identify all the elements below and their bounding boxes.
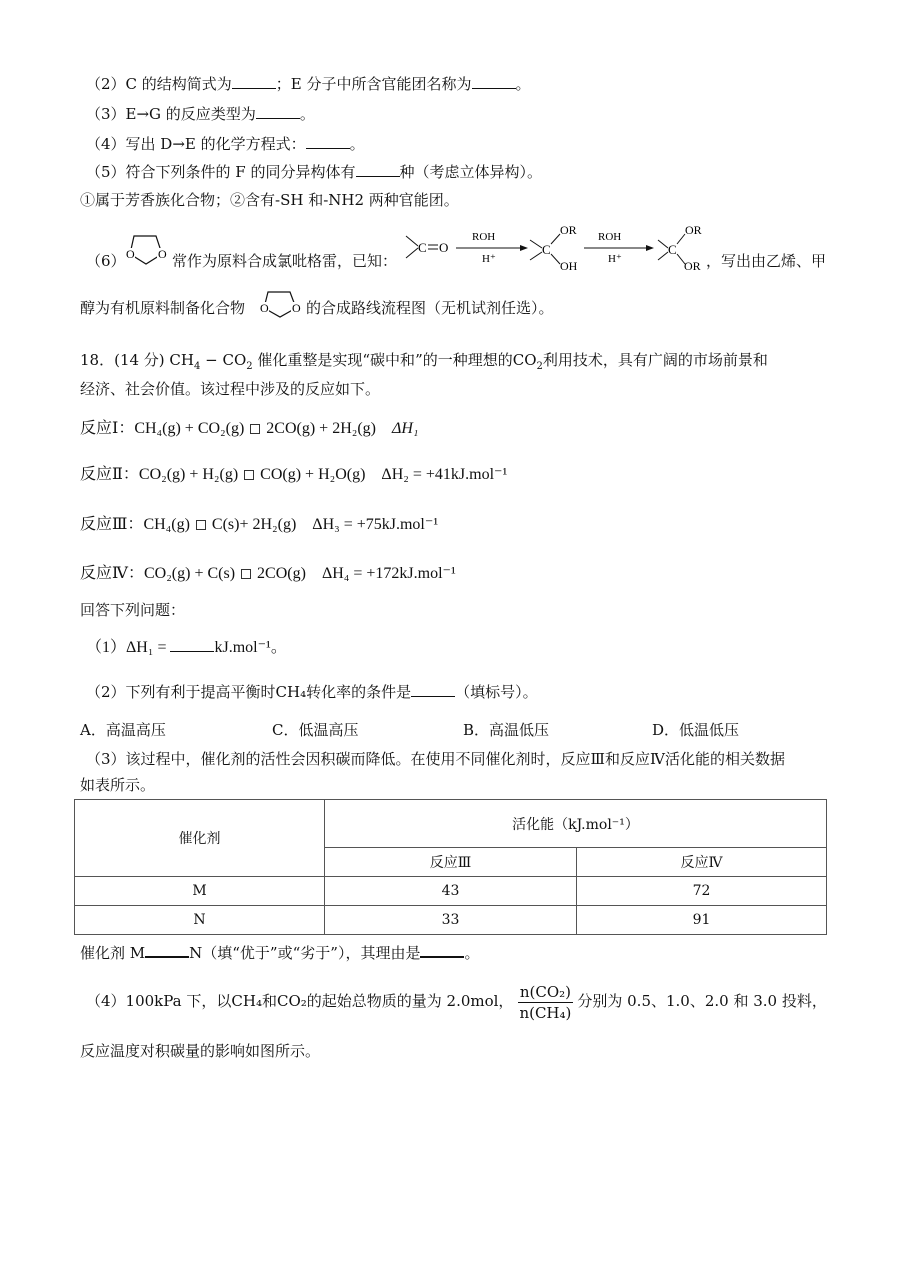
or-group-label: OR: [560, 223, 577, 237]
condition-label: H⁺: [608, 253, 622, 265]
answer-blank[interactable]: [306, 134, 350, 149]
q17-item-2: （2）C 的结构简式为 ；E 分子中所含官能团名称为 。: [86, 75, 531, 93]
dioxolane-structure: [120, 222, 172, 270]
dioxolane-structure: [254, 282, 306, 322]
q17-conditions: ①属于芳香族化合物；②含有-SH 和-NH2 两种官能团。: [80, 191, 459, 209]
reaction-3: 反应Ⅲ：CH₄(g) C(s)+ 2H₂(g) ΔH₃ = +75kJ.mol⁻¹: [80, 516, 439, 533]
q17-item-6-prefix: （6）: [86, 252, 126, 270]
q17-item-6-line2a: 醇为有机原料制备化合物: [80, 299, 246, 317]
option-b[interactable]: B．高温低压: [463, 721, 550, 739]
equilibrium-symbol: [196, 520, 206, 530]
oh-group-label: OH: [560, 259, 578, 273]
q17-item-3: （3）E→G 的反应类型为 。: [86, 105, 315, 123]
oxygen-label: O: [439, 240, 449, 255]
table-row: N 33 91: [75, 906, 827, 935]
reaction-4: 反应Ⅳ：CO₂(g) + C(s) 2CO(g) ΔH₄ = +172kJ.mol⁻¹: [80, 565, 456, 582]
q18-part-3-line2: 如表所示。: [80, 776, 156, 794]
q18-part-4-line2: 反应温度对积碳量的影响如图所示。: [80, 1042, 321, 1060]
or-group-label: OR: [684, 259, 701, 273]
answer-blank[interactable]: [356, 162, 400, 177]
carbon-label: C: [542, 242, 551, 257]
header-reaction-4: 反应Ⅳ: [577, 848, 827, 877]
carbon-label: C: [418, 240, 427, 255]
q17-item-4: （4）写出 D→E 的化学方程式： 。: [86, 135, 365, 153]
oxygen-label: O: [260, 301, 269, 315]
answer-blank[interactable]: [145, 942, 189, 958]
oxygen-label: O: [126, 247, 135, 261]
answer-prompt: 回答下列问题：: [80, 601, 186, 619]
q17-item-5: （5）符合下列条件的 F 的同分异构体有 种（考虑立体异构）。: [86, 163, 543, 181]
q18-intro-line2: 经济、社会价值。该过程中涉及的反应如下。: [80, 380, 381, 398]
oxygen-label: O: [158, 247, 167, 261]
header-catalyst: 催化剂: [75, 800, 325, 877]
answer-blank[interactable]: [256, 104, 300, 119]
equilibrium-symbol: [241, 569, 251, 579]
answer-blank[interactable]: [420, 942, 464, 958]
q18-part-1: （1）ΔH₁ = kJ.mol⁻¹。: [86, 639, 287, 656]
q18-part-4: （4）100kPa 下，以CH₄和CO₂的起始总物质的量为 2.0mol， $\frac{\text{n(CO₂)}}{\text{n(CH₄)}}$ 分别为 0.5、1.0、2.0 和 3.0 投料，: [86, 982, 827, 1022]
option-a[interactable]: A．高温高压: [80, 721, 166, 739]
activation-energy-table: [74, 799, 827, 935]
answer-blank[interactable]: [411, 682, 455, 697]
q18-part-2: （2）下列有利于提高平衡时CH₄转化率的条件是 （填标号）。: [86, 683, 538, 701]
q18-part-3-line1: （3）该过程中，催化剂的活性会因积碳而降低。在使用不同催化剂时，反应Ⅲ和反应Ⅳ活化能的相关数据: [86, 750, 785, 768]
or-group-label: OR: [685, 223, 702, 237]
carbon-label: C: [668, 242, 677, 257]
ratio-fraction: $\frac{\text{n(CO₂)}}{\text{n(CH₄)}}$: [519, 982, 572, 1022]
answer-blank[interactable]: [170, 637, 214, 652]
q18-intro: 18．(14 分) $CH_4 - CO_2$ 催化重整是实现“碳中和”的一种理想的$CO_2$利用技术，具有广阔的市场前景和: [80, 351, 768, 372]
reagent-label: ROH: [598, 231, 622, 243]
header-activation-energy: 活化能（kJ.mol⁻¹）: [325, 800, 827, 848]
reaction-2: 反应Ⅱ：CO₂(g) + H₂(g) CO(g) + H₂O(g) ΔH₂ = +41kJ.mol⁻¹: [80, 466, 508, 483]
q17-item-6-suffix: ，写出由乙烯、甲: [706, 252, 827, 270]
q18-part-3-answer: 催化剂 M N（填“优于”或“劣于”），其理由是 。: [80, 944, 480, 962]
reagent-label: ROH: [472, 231, 496, 243]
option-d[interactable]: D．低温低压: [652, 721, 740, 739]
answer-blank[interactable]: [472, 74, 516, 89]
equilibrium-symbol: [244, 470, 254, 480]
reaction-scheme: [400, 218, 706, 276]
oxygen-label: O: [292, 301, 301, 315]
reaction-1: 反应Ⅰ：CH₄(g) + CO₂(g) 2CO(g) + 2H₂(g) ΔH₁: [80, 420, 419, 437]
option-c[interactable]: C．低温高压: [272, 721, 359, 739]
answer-blank[interactable]: [232, 74, 276, 89]
q17-item-6-line2b: 的合成路线流程图（无机试剂任选）。: [306, 299, 554, 317]
equilibrium-symbol: [250, 424, 260, 434]
table-row: M 43 72: [75, 877, 827, 906]
header-reaction-3: 反应Ⅲ: [325, 848, 577, 877]
condition-label: H⁺: [482, 253, 496, 265]
q17-item-6-mid: 常作为原料合成氯吡格雷，已知：: [172, 252, 398, 270]
